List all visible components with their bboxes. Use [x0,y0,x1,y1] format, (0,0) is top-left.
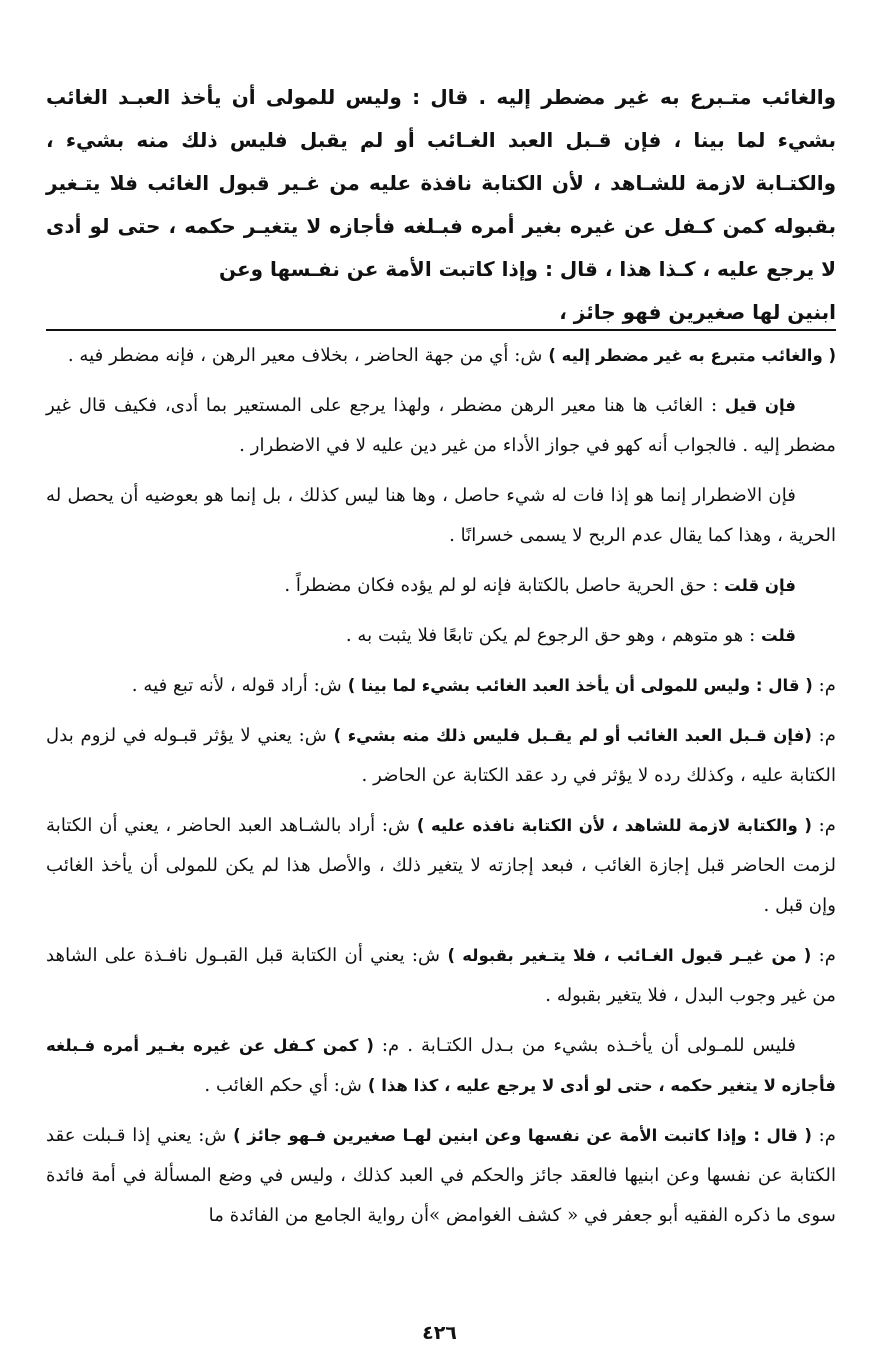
commentary-paragraph [46,616,836,656]
quoted-text: ( من غيـر قبول الغـائب ، فلا يتـغير بقبوله ) [447,946,812,965]
commentary-text: : الغائب ها هنا معير الرهن مضطر ، ولهذا يرجع على المستعير بما أدى، فكيف قال غير مضطر إليه . فالجواب أنه كهو في جواز الأداء من غير دين عليه لا في الاضطرار . [46,395,836,456]
commentary-paragraph [46,716,836,796]
commentary-paragraph [46,476,836,556]
commentary-text: ش: يعني أن الكتابة قبل القبـول نافـذة على الشاهد من غير وجوب البدل ، فلا يتغير بقبوله . [46,945,836,1006]
quoted-text: ( والغائب متبرع به غير مضطر إليه ) [548,346,836,365]
commentary-paragraph [46,666,836,706]
commentary-text: : حق الحرية حاصل بالكتابة فإنه لو لم يؤده فكان مضطراً . [284,575,725,596]
matn-marker: م: [811,945,836,966]
quoted-text: ( كمن كـفل عن غيره بغـير أمره فـبلغه فأجازه لا يتغير حكمه ، حتى لو أدى لا يرجع عليه ، كذا هذا ) [46,1036,836,1095]
commentary-text: ش: يعني إذا قـبلت عقد الكتابة عن نفسها وعن ابنيها فالعقد جائز والحكم في العبد كذلك ، وليس في وضع المسألة في أمة فائدة سوى ما ذكره الفقيه أبو جعفر في « كشف الغوامض »أن رواية الجامع من الفائدة ما [46,1125,836,1226]
commentary-text: ش: أراد بالشـاهد العبد الحاضر ، يعني أن الكتابة لزمت الحاضر قبل إجازة الغائب ، فبعد إجازته لا يتغير ذلك ، والأصل هذا لم يكن للمولى أن يأخذ الغائب وإن قبل . [46,815,836,916]
commentary-text: ش: أي من جهة الحاضر ، بخلاف معير الرهن ، فإنه مضطر فيه . [67,345,549,366]
quoted-text: ( والكتابة لازمة للشاهد ، لأن الكتابة نافذه عليه ) [416,816,812,835]
lead-word: فإن قيل [724,396,796,415]
lead-word: قلت [760,626,796,645]
main-text-block [46,76,836,334]
commentary-text: ش: أي حكم الغائب . [204,1075,368,1096]
commentary-paragraph [46,936,836,1016]
commentary-paragraph [46,566,836,606]
commentary-block [46,336,836,1246]
page-number: ٤٢٦ [422,1322,457,1344]
main-text-last-line: ابنين لها صغيرين فهو جائز ، [559,300,836,324]
commentary-paragraph [46,386,836,466]
lead-word: فإن قلت [724,576,796,595]
commentary-text: ش: يعني لا يؤثر قبـوله في لزوم بدل الكتابة عليه ، وكذلك رده لا يؤثر في رد عقد الكتابة عن الحاضر . [46,725,836,786]
main-text-body: والغائب متـبرع به غير مضطر إليه . قال : وليس للمولى أن يأخذ العبـد الغائب بشيء لما بينا ، فإن قـبل العبد الغـائب أو لم يقبل فليس ذلك منه بشيء ، والكتـابة لازمة للشـاهد ، لأن الكتابة نافذة عليه من غـير قبول الغائب فلا يتـغير بقبوله كمن كـفل عن غيره بغير أمره فبـلغه فأجازه لا يتغيـر حكمه ، حتى لو أدى لا يرجع عليه ، كـذا هذا ، قال : وإذا كاتبت الأمة عن نفـسها وعن [46,85,836,281]
commentary-text: فإن الاضطرار إنما هو إذا فات له شيء حاصل ، وها هنا ليس كذلك ، بل إنما هو بعوضيه أن يحصل له الحرية ، وهذا كما يقال عدم الربح لا يسمى خسرانًا . [46,485,836,546]
quoted-text: (فإن قـبل العبد الغائب أو لم يقـبل فليس ذلك منه بشيء ) [333,726,812,745]
commentary-paragraph [46,1026,836,1106]
quoted-text: ( قال : وإذا كاتبت الأمة عن نفسها وعن ابنين لهـا صغيرين فـهو جائز ) [233,1126,812,1145]
commentary-paragraph [46,1116,836,1236]
commentary-text: فليس للمـولى أن يأخـذه بشيء من بـدل الكتـابة . م: [373,1035,796,1056]
quoted-text: ( قال : وليس للمولى أن يأخذ العبد الغائب بشيء لما بينا ) [347,676,813,695]
commentary-text: : هو متوهم ، وهو حق الرجوع لم يكن تابعًا فلا يثبت به . [345,625,761,646]
matn-marker: م: [812,675,836,696]
commentary-paragraph [46,336,836,376]
matn-marker: م: [811,725,836,746]
matn-marker: م: [811,815,837,836]
section-divider [46,329,836,331]
commentary-text: ش: أراد قوله ، لأنه تبع فيه . [131,675,348,696]
matn-marker: م: [811,1125,836,1146]
commentary-paragraph [46,806,836,926]
